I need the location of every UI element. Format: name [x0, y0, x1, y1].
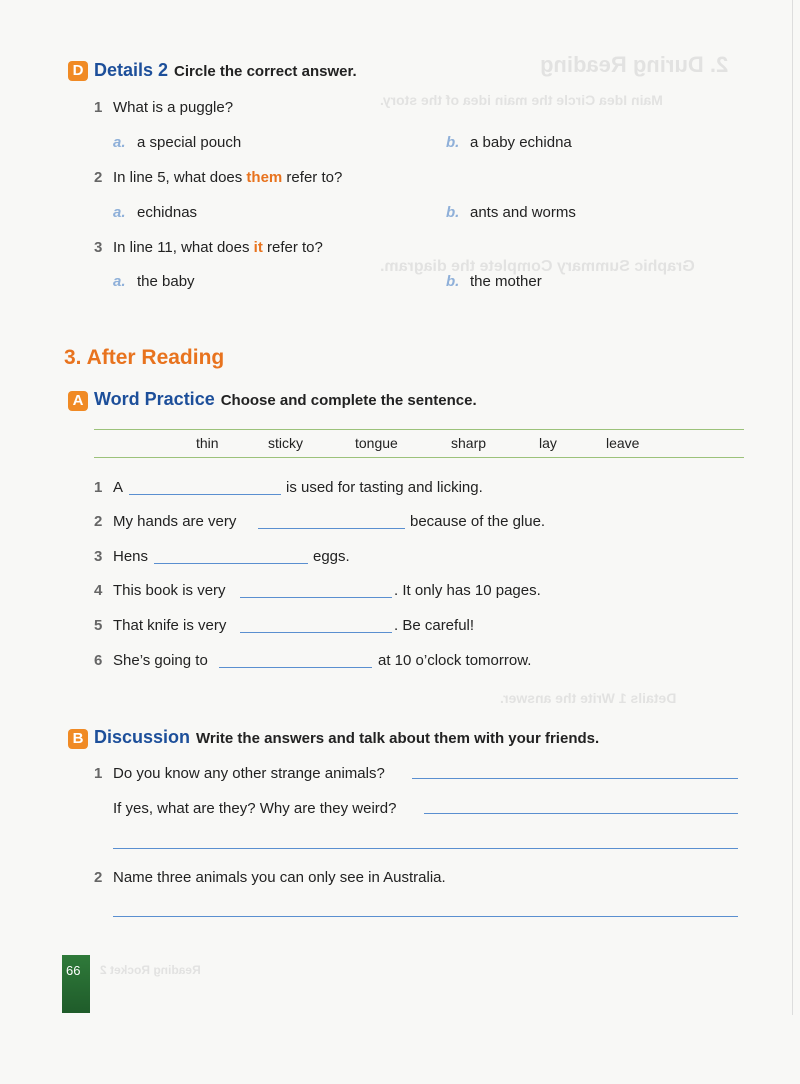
sentence-end: . It only has 10 pages. — [394, 582, 541, 599]
question-number: 2 — [94, 869, 103, 886]
question-number: 1 — [94, 765, 103, 782]
question-text-main: In line 11, what does — [113, 239, 254, 256]
answer-blank[interactable] — [258, 528, 405, 529]
option-b-text[interactable]: a baby echidna — [470, 134, 572, 151]
word-bank-item: thin — [196, 435, 219, 451]
sentence-start: My hands are very — [113, 513, 237, 530]
option-a-text[interactable]: a special pouch — [137, 134, 242, 151]
details2-instruction: Circle the correct answer. — [174, 63, 357, 80]
question-text — [113, 169, 342, 186]
option-b-text[interactable]: the mother — [470, 273, 542, 290]
question-text-main: In line 5, what does — [113, 169, 247, 186]
word-bank-item: leave — [606, 435, 640, 451]
question-text — [113, 239, 323, 256]
question-text-main: What is a puggle? — [113, 99, 234, 116]
question-text-tail: refer to? — [262, 239, 323, 256]
word-bank-item: lay — [539, 435, 557, 451]
discussion-question-1-followup: If yes, what are they? Why are they weird? — [113, 800, 397, 817]
option-a-label[interactable]: a. — [113, 273, 126, 290]
answer-blank[interactable] — [113, 848, 738, 849]
sentence-end: eggs. — [313, 548, 350, 565]
word-practice-instruction: Choose and complete the sentence. — [220, 392, 477, 409]
sentence-end: is used for tasting and licking. — [286, 479, 483, 496]
option-a-label[interactable]: a. — [113, 204, 126, 221]
question-number: 1 — [94, 99, 103, 116]
option-a-text[interactable]: the baby — [137, 273, 195, 290]
bleed-through-text: 2. During Reading — [540, 52, 729, 77]
sentence-number: 3 — [94, 548, 103, 565]
bleed-through-text: Reading Rocket 2 — [100, 963, 201, 977]
question-number: 2 — [94, 169, 103, 186]
answer-blank[interactable] — [154, 563, 308, 564]
sentence-end: . Be careful! — [394, 617, 475, 634]
discussion-instruction: Write the answers and talk about them with your friends. — [196, 730, 600, 747]
details2-title: Details 2 — [94, 60, 169, 80]
sentence-number: 2 — [94, 513, 103, 530]
bleed-through-text: Main Idea Circle the main idea of the story. — [380, 92, 663, 108]
question-text — [113, 99, 233, 116]
answer-blank[interactable] — [240, 632, 392, 633]
option-b-label[interactable]: b. — [446, 273, 460, 290]
question-number: 3 — [94, 239, 103, 256]
option-a-text[interactable]: echidnas — [137, 204, 198, 221]
sentence-start: She’s going to — [113, 652, 208, 669]
section-badge-b: B — [68, 729, 88, 749]
word-bank-item: tongue — [355, 435, 398, 451]
section-badge-d: D — [68, 61, 88, 81]
discussion-title: Discussion — [94, 727, 191, 747]
sentence-end: because of the glue. — [410, 513, 546, 530]
page-number: 66 — [66, 963, 81, 978]
answer-blank[interactable] — [424, 813, 738, 814]
question-keyword: them — [246, 169, 283, 186]
option-b-label[interactable]: b. — [446, 204, 460, 221]
sentence-start: Hens — [113, 548, 149, 565]
question-keyword: it — [253, 239, 263, 256]
details2-heading — [94, 60, 357, 81]
discussion-question-1: Do you know any other strange animals? — [113, 765, 385, 782]
word-practice-title: Word Practice — [94, 389, 215, 409]
answer-blank[interactable] — [412, 778, 738, 779]
bleed-through-text: Graphic Summary Complete the diagram. — [380, 258, 695, 275]
sentence-number: 4 — [94, 582, 103, 599]
word-bank-item: sticky — [268, 435, 303, 451]
word-practice-heading — [94, 389, 477, 410]
option-b-label[interactable]: b. — [446, 134, 460, 151]
answer-blank[interactable] — [129, 494, 281, 495]
option-b-text[interactable]: ants and worms — [470, 204, 576, 221]
bleed-through-text: Details 1 Write the answer. — [500, 690, 677, 706]
sentence-start: That knife is very — [113, 617, 227, 634]
word-bank-top-rule — [94, 429, 744, 430]
answer-blank[interactable] — [113, 916, 738, 917]
after-reading-heading: 3. After Reading — [64, 346, 225, 369]
discussion-question-2: Name three animals you can only see in Australia. — [113, 869, 446, 886]
discussion-heading — [94, 727, 599, 748]
word-bank-bottom-rule — [94, 457, 744, 458]
sentence-start: A — [113, 479, 124, 496]
question-text-tail: refer to? — [282, 169, 343, 186]
section-badge-a: A — [68, 391, 88, 411]
answer-blank[interactable] — [240, 597, 392, 598]
word-bank-item: sharp — [451, 435, 487, 451]
sentence-start: This book is very — [113, 582, 226, 599]
page-edge-line — [792, 0, 793, 1015]
option-a-label[interactable]: a. — [113, 134, 126, 151]
sentence-number: 5 — [94, 617, 103, 634]
answer-blank[interactable] — [219, 667, 372, 668]
sentence-end: at 10 o’clock tomorrow. — [378, 652, 532, 669]
sentence-number: 6 — [94, 652, 103, 669]
sentence-number: 1 — [94, 479, 103, 496]
